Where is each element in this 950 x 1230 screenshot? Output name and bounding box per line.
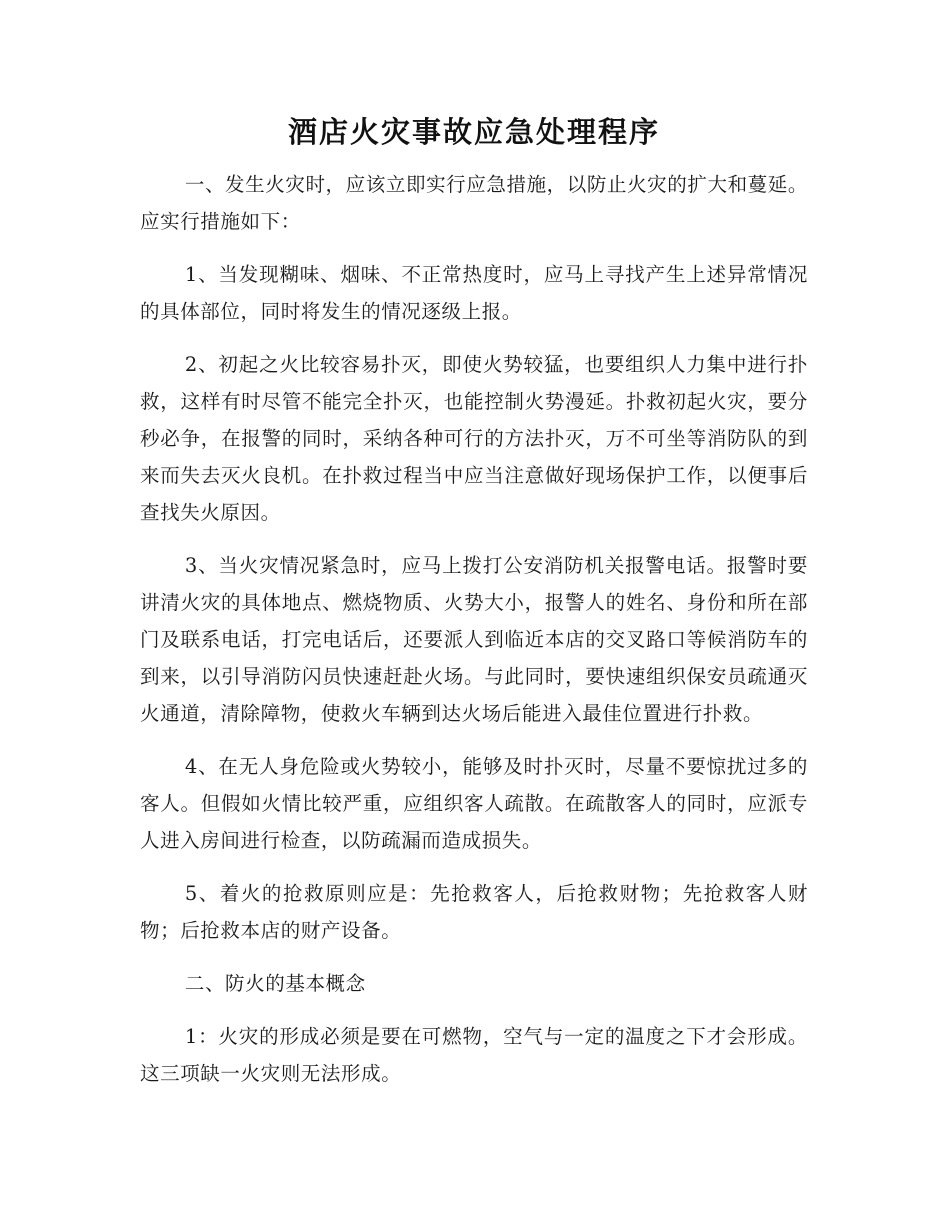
document-page [140,112,808,1108]
paragraph-section-1-intro: 一、发生火灾时，应该立即实行应急措施，以防止火灾的扩大和蔓延。应实行措施如下： [140,173,808,233]
paragraph-item-4: 4、在无人身危险或火势较小，能够及时扑灭时，尽量不要惊扰过多的客人。但假如火情比较严重，应组织客人疏散。在疏散客人的同时，应派专人进入房间进行检查，以防疏漏而造成损失。 [140,755,808,852]
paragraph-item-2: 2、初起之火比较容易扑灭，即使火势较猛，也要组织人力集中进行扑救，这样有时尽管不能完全扑灭，也能控制火势漫延。扑救初起火灾，要分秒必争，在报警的同时，采纳各种可行的方法扑灭，万不可坐等消防队的到来而失去灭火良机。在扑救过程当中应当注意做好现场保护工作，以便事后查找失火原因。 [140,353,808,524]
paragraph-item-3: 3、当火灾情况紧急时，应马上拨打公安消防机关报警电话。报警时要讲清火灾的具体地点、燃烧物质、火势大小，报警人的姓名、身份和所在部门及联系电话，打完电话后，还要派人到临近本店的交叉路口等候消防车的到来，以引导消防闪员快速赶赴火场。与此同时，要快速组织保安员疏通灭火通道，清除障物，使救火车辆到达火场后能进入最佳位置进行扑救。 [140,554,808,725]
paragraph-item-5: 5、着火的抢救原则应是：先抢救客人，后抢救财物；先抢救客人财物；后抢救本店的财产设备。 [140,882,808,942]
paragraph-item-1: 1、当发现糊味、烟味、不正常热度时，应马上寻找产生上述异常情况的具体部位，同时将发生的情况逐级上报。 [140,263,808,323]
document-title: 酒店火灾事故应急处理程序 [287,115,660,149]
section-heading-2: 二、防火的基本概念 [184,972,366,995]
paragraph-section-2-item-1: 1：火灾的形成必须是要在可燃物，空气与一定的温度之下才会形成。这三项缺一火灾则无法形成。 [140,1025,808,1085]
